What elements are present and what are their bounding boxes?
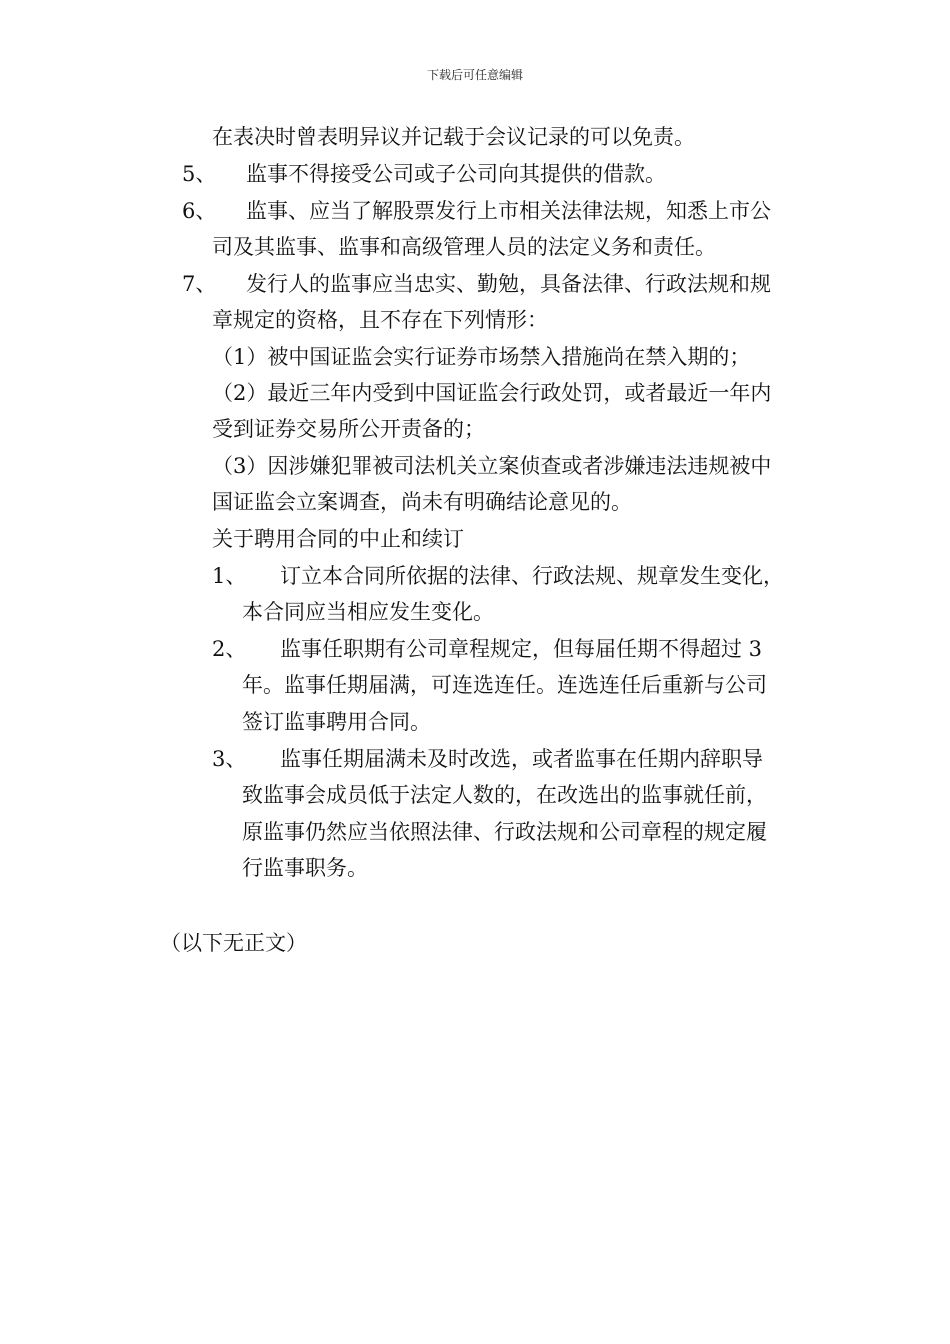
contract-item-number: 3、 — [212, 747, 247, 771]
item-line: 司及其监事、监事和高级管理人员的法定义务和责任。 — [212, 235, 716, 259]
condition-line: 国证监会立案调查，尚未有明确结论意见的。 — [212, 490, 632, 514]
contract-item-line: 年。监事任期届满，可连选连任。连选连任后重新与公司 — [242, 673, 767, 697]
contract-item-line: 签订监事聘用合同。 — [242, 710, 431, 734]
condition-line: （1）被中国证监会实行证券市场禁入措施尚在禁入期的； — [212, 345, 751, 369]
condition-line: 受到证券交易所公开责备的； — [212, 417, 485, 441]
condition-line: （3）因涉嫌犯罪被司法机关立案侦查或者涉嫌违法违规被中 — [212, 454, 772, 478]
page-header: 下载后可任意编辑 — [426, 68, 523, 82]
item-line: 监事不得接受公司或子公司向其提供的借款。 — [246, 162, 666, 186]
contract-item-number: 1、 — [212, 564, 247, 588]
end-of-text-note: （以下无正文） — [160, 931, 307, 955]
condition-line: （2）最近三年内受到中国证监会行政处罚，或者最近一年内 — [212, 381, 772, 405]
contract-item-line: 监事任职期有公司章程规定，但每届任期不得超过 3 — [280, 637, 763, 661]
item-line: 发行人的监事应当忠实、勤勉，具备法律、行政法规和规 — [246, 272, 771, 296]
contract-item-line: 原监事仍然应当依照法律、行政法规和公司章程的规定履 — [242, 820, 767, 844]
item-number: 6、 — [182, 199, 217, 223]
contract-item-line: 监事任期届满未及时改选，或者监事在任期内辞职导 — [280, 747, 763, 771]
contract-item-line: 行监事职务。 — [242, 856, 368, 880]
contract-item-number: 2、 — [212, 637, 247, 661]
item-line: 章规定的资格，且不存在下列情形： — [212, 308, 548, 332]
contract-item-line: 订立本合同所依据的法律、行政法规、规章发生变化， — [280, 564, 784, 588]
item-line: 监事、应当了解股票发行上市相关法律法规，知悉上市公 — [246, 199, 771, 223]
contract-item-line: 本合同应当相应发生变化。 — [242, 600, 494, 624]
item-number: 5、 — [182, 162, 217, 186]
contract-item-line: 致监事会成员低于法定人数的，在改选出的监事就任前， — [242, 783, 767, 807]
continuation-line: 在表决时曾表明异议并记载于会议记录的可以免责。 — [212, 125, 695, 149]
section-title: 关于聘用合同的中止和续订 — [212, 527, 464, 551]
item-number: 7、 — [182, 272, 217, 296]
